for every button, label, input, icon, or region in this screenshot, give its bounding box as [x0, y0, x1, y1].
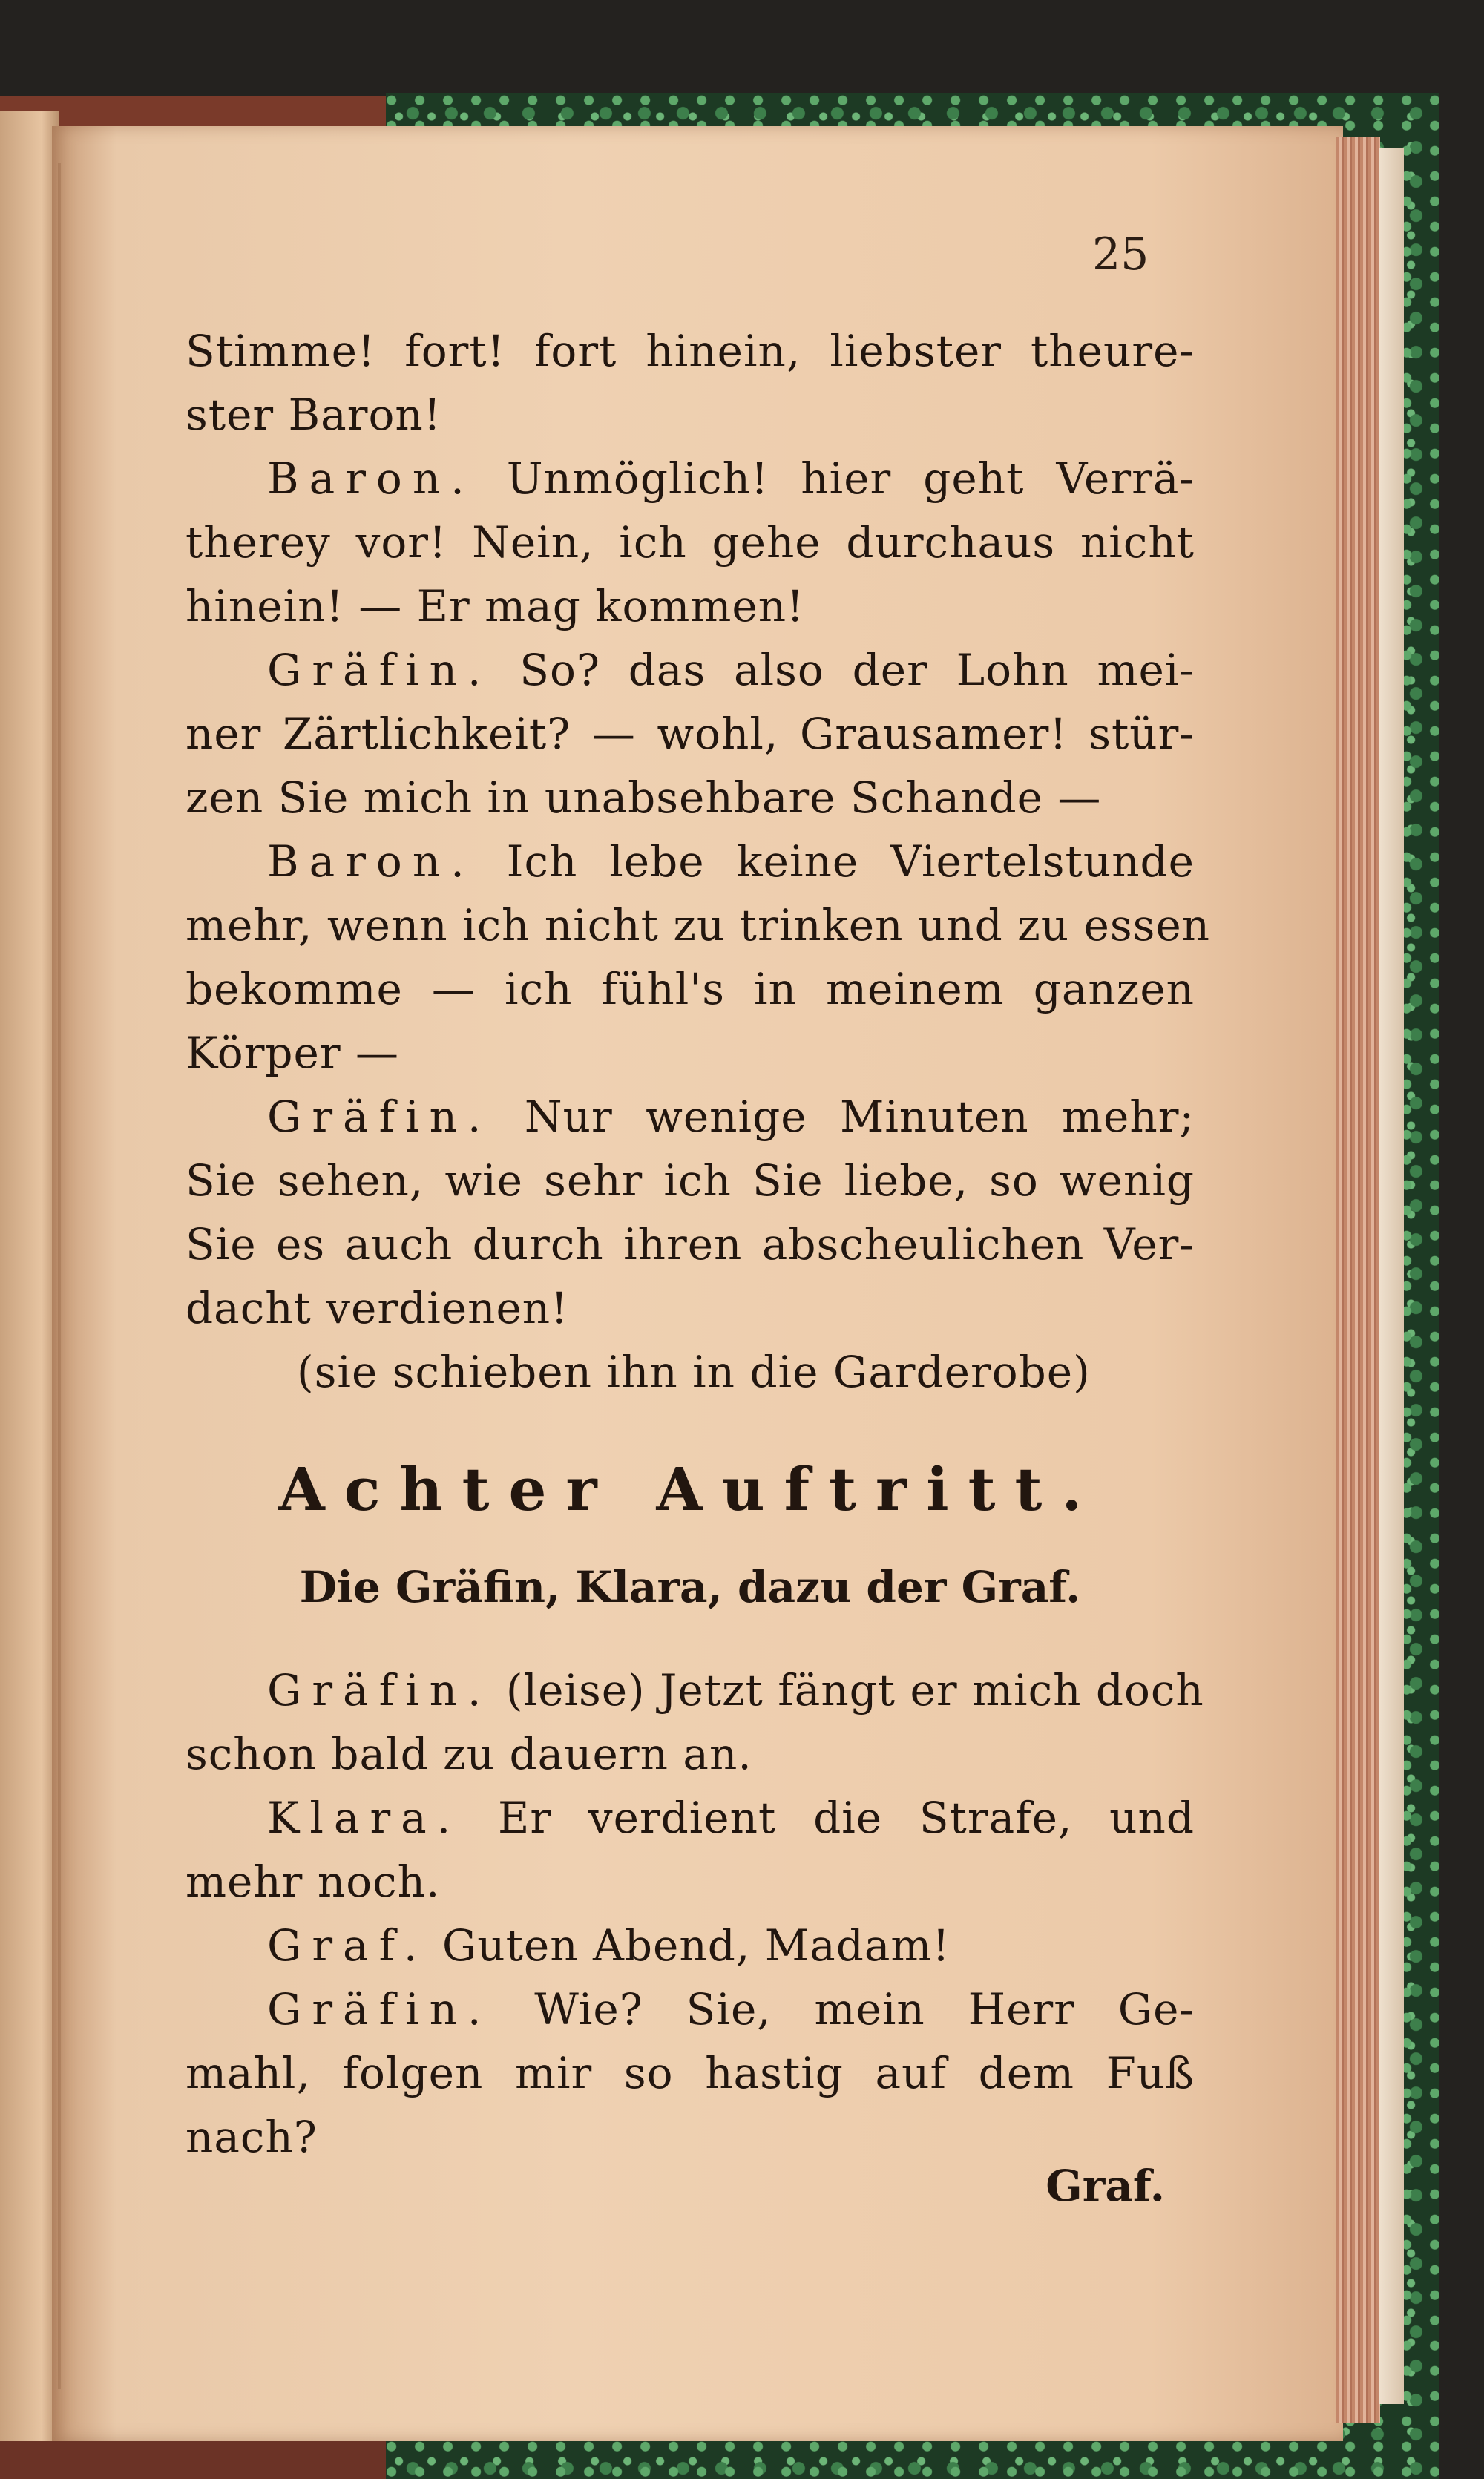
page-number: 25	[1092, 229, 1149, 280]
text-line: ster Baron!	[186, 390, 442, 440]
speaker-name: Baron.	[267, 836, 475, 887]
text-line: schon bald zu dauern an.	[186, 1729, 752, 1779]
text-line: dacht verdienen!	[186, 1283, 569, 1333]
text-line: nach?	[186, 2112, 318, 2162]
text-block-1	[186, 319, 1211, 1404]
speech-line	[186, 1085, 1195, 1149]
speech-text: Nur wenige Minuten mehr;	[524, 1091, 1195, 1142]
page-edges	[1336, 137, 1380, 2423]
speaker-name: Baron.	[267, 453, 475, 504]
text-line: hinein! — Er mag kommen!	[186, 581, 805, 631]
speaker-name: Klara.	[267, 1793, 462, 1843]
speech-text: Wie? Sie, mein Herr Ge-	[534, 1984, 1195, 2035]
speaker-name: Gräfin.	[267, 645, 492, 695]
speech-line	[186, 1658, 1204, 1722]
text-line: mehr noch.	[186, 1856, 441, 1907]
stage-direction: (sie schieben ihn in die Garderobe)	[297, 1347, 1091, 1397]
speech-text: So? das also der Lohn mei-	[519, 645, 1195, 695]
speech-line	[186, 1977, 1195, 2041]
scene-heading: Achter Auftritt.	[278, 1454, 1102, 1524]
text-line: mehr, wenn ich nicht zu trinken und zu essen	[186, 900, 1211, 950]
gutter	[58, 163, 61, 2389]
speaker-name: Gräfin.	[267, 1091, 492, 1142]
speech-text: Unmöglich! hier geht Verrä-	[506, 453, 1195, 504]
speaker-name: Gräfin.	[267, 1665, 492, 1715]
facing-page-edge	[0, 111, 59, 2441]
speech-text: Ich lebe keine Viertelstunde	[506, 836, 1195, 887]
speaker-name: Graf.	[267, 1920, 428, 1971]
speech-line	[186, 447, 1195, 510]
text-line: Sie sehen, wie sehr ich Sie liebe, so wenig	[186, 1155, 1195, 1206]
speech-text: Er verdient die Strafe, und	[497, 1793, 1195, 1843]
speech-line	[186, 830, 1195, 893]
text-line: Sie es auch durch ihren abscheulichen Ver-	[186, 1219, 1195, 1270]
text-line: mahl, folgen mir so hastig auf dem Fuß	[186, 2048, 1195, 2098]
speech-line	[186, 1786, 1195, 1850]
text-line: bekomme — ich fühl's in meinem ganzen	[186, 964, 1195, 1014]
page-edges-inner	[1379, 148, 1404, 2404]
scene-persons: Die Gräfin, Klara, dazu der Graf.	[299, 1562, 1081, 1612]
text-line: ner Zärtlichkeit? — wohl, Grausamer! stür-	[186, 709, 1195, 759]
catchword: Graf.	[1045, 2161, 1165, 2211]
speech-text: Guten Abend, Madam!	[441, 1920, 951, 1971]
speech-text: (leise) Jetzt fängt er mich doch	[505, 1665, 1204, 1715]
text-line: therey vor! Nein, ich gehe durchaus nicht	[186, 517, 1195, 568]
text-line: Körper —	[186, 1028, 400, 1078]
speech-line	[186, 1914, 1195, 1977]
text-line: zen Sie mich in unabsehbare Schande —	[186, 772, 1102, 823]
speaker-name: Gräfin.	[267, 1984, 492, 2035]
text-block-2	[186, 1658, 1204, 2169]
text-line: Stimme! fort! fort hinein, liebster theure-	[186, 326, 1195, 376]
speech-line	[186, 638, 1195, 702]
